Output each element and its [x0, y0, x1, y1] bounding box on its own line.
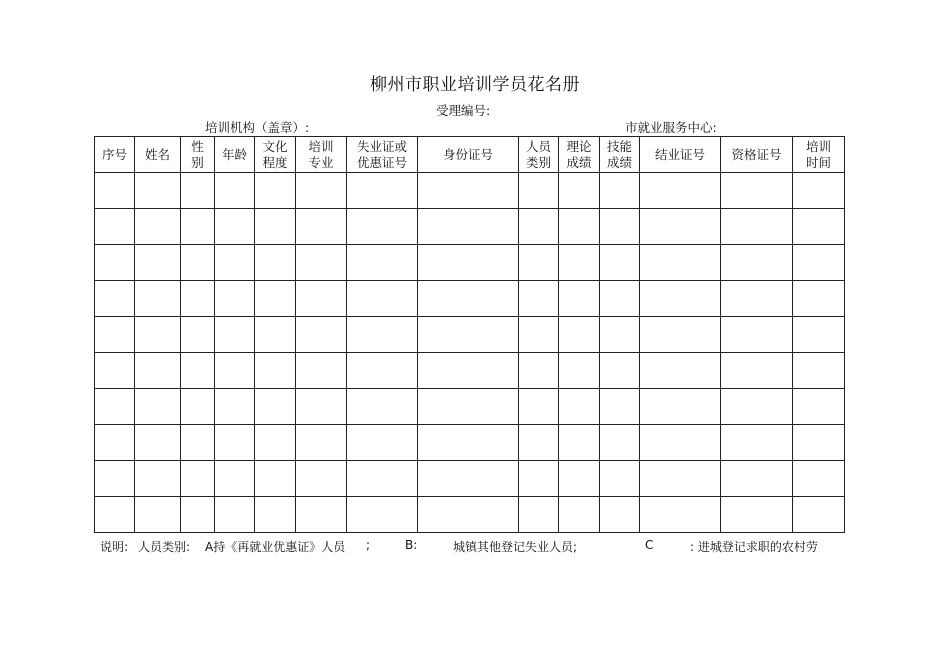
- table-cell: [559, 389, 600, 425]
- table-cell: [559, 353, 600, 389]
- table-cell: [559, 317, 600, 353]
- table-cell: [255, 425, 296, 461]
- table-cell: [347, 173, 418, 209]
- column-header: [215, 137, 255, 173]
- category-c-label: C: [645, 538, 654, 552]
- table-cell: [255, 317, 296, 353]
- column-header: [640, 137, 721, 173]
- table-cell: [418, 389, 519, 425]
- table-cell: [181, 245, 215, 281]
- table-cell: [95, 461, 135, 497]
- table-cell: [640, 245, 721, 281]
- column-header-text: 失业证或: [356, 138, 407, 154]
- table-cell: [600, 173, 640, 209]
- table-cell: [559, 173, 600, 209]
- column-header: [135, 137, 181, 173]
- table-cell: [793, 389, 845, 425]
- column-header-text: 姓名: [144, 146, 170, 162]
- table-cell: [95, 317, 135, 353]
- table-cell: [215, 245, 255, 281]
- table-cell: [347, 353, 418, 389]
- column-header-text: 成绩: [566, 154, 592, 170]
- table-cell: [600, 317, 640, 353]
- table-cell: [418, 497, 519, 533]
- column-header: [519, 137, 559, 173]
- table-cell: [640, 461, 721, 497]
- table-cell: [135, 173, 181, 209]
- table-cell: [418, 209, 519, 245]
- table-cell: [95, 173, 135, 209]
- note-label: 说明:: [100, 540, 129, 554]
- table-cell: [255, 497, 296, 533]
- table-cell: [559, 461, 600, 497]
- table-cell: [600, 209, 640, 245]
- table-cell: [721, 389, 793, 425]
- table-cell: [347, 389, 418, 425]
- table-cell: [519, 425, 559, 461]
- table-cell: [721, 281, 793, 317]
- table-cell: [721, 425, 793, 461]
- table-cell: [215, 497, 255, 533]
- column-header-text: 时间: [805, 154, 831, 170]
- table-cell: [95, 209, 135, 245]
- table-cell: [519, 317, 559, 353]
- table-cell: [600, 353, 640, 389]
- table-cell: [296, 173, 347, 209]
- table-cell: [255, 353, 296, 389]
- table-cell: [519, 461, 559, 497]
- table-row: [95, 425, 845, 461]
- column-header: [347, 137, 418, 173]
- table-cell: [559, 425, 600, 461]
- table-cell: [135, 317, 181, 353]
- column-header: [793, 137, 845, 173]
- table-cell: [296, 281, 347, 317]
- table-cell: [640, 317, 721, 353]
- table-cell: [640, 497, 721, 533]
- table-cell: [215, 209, 255, 245]
- table-cell: [721, 461, 793, 497]
- column-header-text: 培训: [308, 138, 334, 154]
- table-cell: [721, 497, 793, 533]
- table-cell: [347, 425, 418, 461]
- table-cell: [418, 245, 519, 281]
- column-header: [95, 137, 135, 173]
- table-cell: [95, 353, 135, 389]
- table-cell: [418, 425, 519, 461]
- table-cell: [721, 245, 793, 281]
- table-cell: [418, 461, 519, 497]
- column-header: [296, 137, 347, 173]
- table-header-row: [95, 137, 845, 173]
- column-header-text: 人员: [525, 138, 551, 154]
- table-cell: [600, 281, 640, 317]
- table-cell: [418, 281, 519, 317]
- table-cell: [559, 497, 600, 533]
- table-cell: [135, 281, 181, 317]
- table-cell: [296, 461, 347, 497]
- column-header-text: 年龄: [221, 146, 247, 162]
- column-header: [255, 137, 296, 173]
- table-cell: [600, 389, 640, 425]
- table-cell: [215, 173, 255, 209]
- column-header-text: 别: [191, 154, 204, 170]
- table-cell: [519, 497, 559, 533]
- table-cell: [721, 209, 793, 245]
- table-cell: [135, 497, 181, 533]
- column-header: [721, 137, 793, 173]
- table-cell: [721, 317, 793, 353]
- table-cell: [181, 281, 215, 317]
- table-cell: [135, 461, 181, 497]
- table-cell: [793, 209, 845, 245]
- column-header-text: 培训: [805, 138, 831, 154]
- training-org-label: 培训机构（盖章）:: [205, 120, 310, 135]
- table-cell: [721, 353, 793, 389]
- table-cell: [519, 173, 559, 209]
- table-cell: [519, 353, 559, 389]
- table-cell: [95, 497, 135, 533]
- table-cell: [255, 461, 296, 497]
- table-cell: [640, 425, 721, 461]
- table-cell: [135, 425, 181, 461]
- table-cell: [95, 245, 135, 281]
- column-header-text: 程度: [262, 154, 288, 170]
- column-header-text: 性: [191, 138, 204, 154]
- table-cell: [347, 497, 418, 533]
- table-cell: [95, 425, 135, 461]
- table-cell: [215, 353, 255, 389]
- table-cell: [519, 389, 559, 425]
- table-row: [95, 173, 845, 209]
- column-header: [418, 137, 519, 173]
- table-cell: [135, 389, 181, 425]
- table-cell: [347, 245, 418, 281]
- table-cell: [296, 245, 347, 281]
- table-cell: [640, 281, 721, 317]
- table-cell: [215, 461, 255, 497]
- table-cell: [793, 353, 845, 389]
- table-cell: [215, 281, 255, 317]
- table-cell: [600, 245, 640, 281]
- table-cell: [296, 389, 347, 425]
- table-cell: [600, 461, 640, 497]
- table-cell: [347, 317, 418, 353]
- table-cell: [255, 245, 296, 281]
- table-cell: [519, 281, 559, 317]
- table-cell: [793, 173, 845, 209]
- table-cell: [600, 497, 640, 533]
- table-cell: [296, 425, 347, 461]
- table-cell: [640, 173, 721, 209]
- table-cell: [793, 281, 845, 317]
- table-cell: [296, 497, 347, 533]
- table-cell: [296, 317, 347, 353]
- table-cell: [181, 209, 215, 245]
- category-b-label: B:: [405, 538, 418, 552]
- table-cell: [640, 209, 721, 245]
- table-cell: [181, 461, 215, 497]
- column-header-text: 身份证号: [442, 146, 493, 162]
- table-cell: [135, 353, 181, 389]
- table-cell: [793, 245, 845, 281]
- table-cell: [519, 209, 559, 245]
- table-cell: [347, 281, 418, 317]
- table-row: [95, 461, 845, 497]
- table-cell: [255, 389, 296, 425]
- category-a-text: A持《再就业优惠证》人员: [205, 540, 346, 554]
- column-header-text: 专业: [308, 154, 334, 170]
- table-cell: [135, 245, 181, 281]
- column-header-text: 类别: [525, 154, 551, 170]
- table-cell: [793, 497, 845, 533]
- table-row: [95, 209, 845, 245]
- column-header-text: 资格证号: [731, 146, 782, 162]
- table-cell: [559, 281, 600, 317]
- column-header: [600, 137, 640, 173]
- table-cell: [215, 317, 255, 353]
- table-row: [95, 317, 845, 353]
- table-cell: [255, 209, 296, 245]
- accept-number-label: 受理编号:: [436, 103, 491, 118]
- column-header: [181, 137, 215, 173]
- column-header-text: 理论: [566, 138, 592, 154]
- table-cell: [559, 209, 600, 245]
- category-label: 人员类别:: [138, 540, 191, 554]
- table-cell: [95, 389, 135, 425]
- employment-center-label: 市就业服务中心:: [625, 120, 717, 135]
- column-header-text: 文化: [262, 138, 288, 154]
- table-cell: [793, 425, 845, 461]
- table-cell: [640, 353, 721, 389]
- table-cell: [600, 425, 640, 461]
- table-cell: [793, 317, 845, 353]
- column-header-text: 成绩: [606, 154, 632, 170]
- table-cell: [255, 173, 296, 209]
- table-row: [95, 353, 845, 389]
- table-cell: [418, 317, 519, 353]
- table-cell: [181, 317, 215, 353]
- table-cell: [181, 497, 215, 533]
- table-cell: [721, 173, 793, 209]
- column-header-text: 结业证号: [654, 146, 705, 162]
- table-row: [95, 389, 845, 425]
- category-b-text: 城镇其他登记失业人员;: [453, 540, 578, 554]
- roster-table: [94, 136, 845, 533]
- page-title: 柳州市职业培训学员花名册: [370, 75, 580, 95]
- table-row: [95, 281, 845, 317]
- table-cell: [418, 173, 519, 209]
- column-header: [559, 137, 600, 173]
- table-cell: [135, 209, 181, 245]
- table-row: [95, 245, 845, 281]
- category-a-separator: ;: [366, 538, 371, 552]
- table-cell: [296, 209, 347, 245]
- table-cell: [215, 389, 255, 425]
- table-cell: [181, 425, 215, 461]
- column-header-text: 序号: [101, 146, 127, 162]
- table-cell: [559, 245, 600, 281]
- column-header-text: 优惠证号: [356, 154, 407, 170]
- table-cell: [255, 281, 296, 317]
- table-cell: [793, 461, 845, 497]
- table-cell: [347, 209, 418, 245]
- table-cell: [181, 173, 215, 209]
- table-cell: [296, 353, 347, 389]
- table-cell: [640, 389, 721, 425]
- category-c-text: : 进城登记求职的农村劳: [690, 540, 818, 554]
- table-cell: [95, 281, 135, 317]
- table-cell: [418, 353, 519, 389]
- table-cell: [181, 389, 215, 425]
- column-header-text: 技能: [606, 138, 632, 154]
- table-cell: [519, 245, 559, 281]
- table-row: [95, 497, 845, 533]
- table-cell: [347, 461, 418, 497]
- table-cell: [181, 353, 215, 389]
- table-cell: [215, 425, 255, 461]
